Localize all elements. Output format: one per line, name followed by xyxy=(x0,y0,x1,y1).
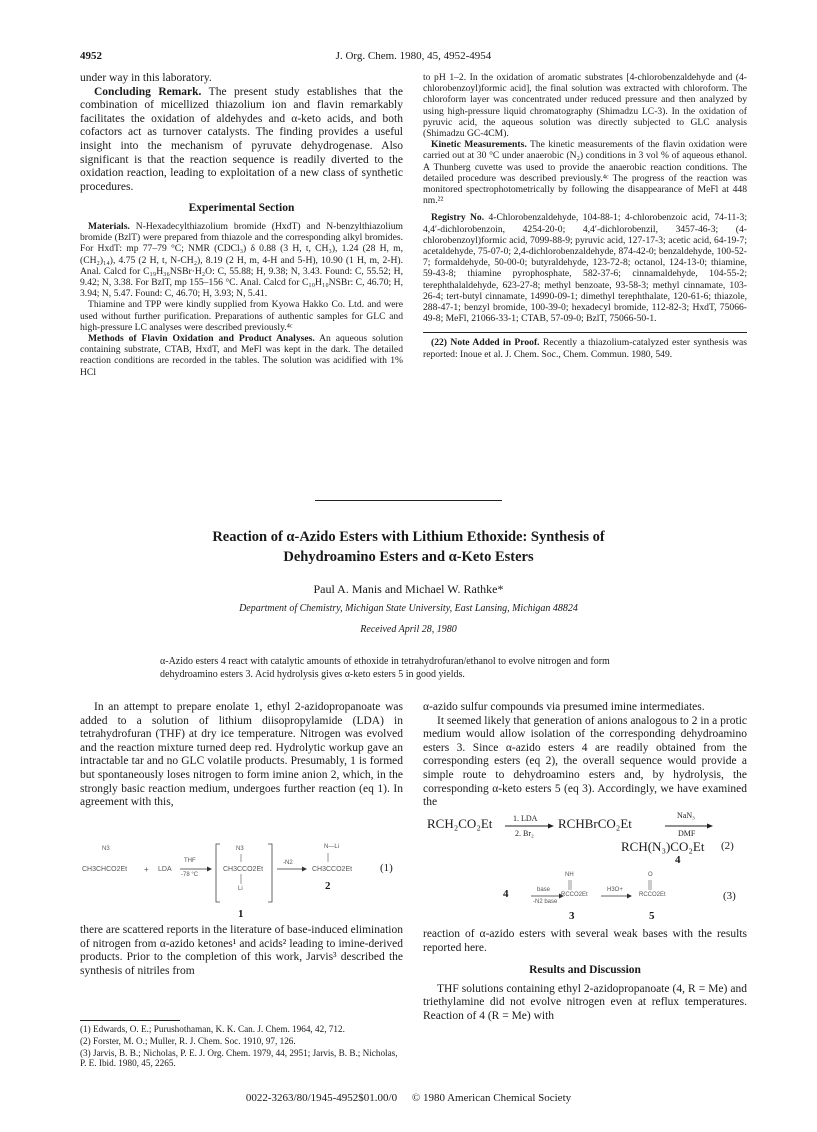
s1-reactant: CH3CHCO2Et xyxy=(82,866,128,873)
s1-minus-n2: -N2 xyxy=(283,860,293,866)
s1-n3-reactant: N3 xyxy=(102,846,110,852)
concluding-text: The present study establishes that the combination of micellized thiazolium ion and flavin remarkably facilitates the oxidation of aldehydes and α-keto acids, and both cofactors act as turnover catalysts. The finding provides a useful insight into the mechanism of pyruvate dehydrogenase. Also significant is that the reaction sequence is readily diverted to the oxidation reaction, leading to exploitation of a new class of synthetic procedures. xyxy=(80,85,403,193)
s1-cond-top: THF xyxy=(184,858,196,864)
s3-label-4: 4 xyxy=(503,888,509,900)
s3-label-5: 5 xyxy=(649,910,655,922)
s2-product: RCH(N₃)CO₂Et xyxy=(621,839,705,854)
body-right-p1: α-azido sulfur compounds via presumed imine intermediates. xyxy=(423,701,705,713)
s3-ester-a: RCCO2Et xyxy=(561,892,588,898)
body-right-top xyxy=(423,701,747,809)
s2-start: RCH₂CO₂Et xyxy=(427,816,493,831)
registry-heading: Registry No. xyxy=(431,212,485,224)
note-heading: (22) Note Added in Proof. xyxy=(431,337,540,349)
s2-eq-label: (2) xyxy=(721,840,734,852)
body-right-p3: reaction of α-azido esters with several weak bases with the results reported here. xyxy=(423,928,747,954)
body-right-bottom xyxy=(423,928,747,1083)
page-footer xyxy=(0,1092,817,1104)
registry-paragraph xyxy=(423,212,747,324)
footnote-3: (3) Jarvis, B. B.; Nicholas, P. E. J. Org. Chem. 1979, 44, 2951; Jarvis, B. B.; Nicholas, P. E. Ibid. 1980, 45, 2265. xyxy=(80,1047,398,1069)
methods-paragraph xyxy=(80,333,403,378)
body-left-p1: In an attempt to prepare enolate 1, ethyl 2-azidopropanoate was added to a solution of lithium diisopropylamide (LDA) in tetrahydrofuran (THF) at dry ice temperature. Nitrogen was evolved and the reaction mixture turned deep red. Hydrolytic workup gave an intractable tar and no GLC volatile products. Presumably, 1 is formed but spontaneously loses nitrogen to form imine anion 2, which, in the strongly basic reaction medium, undergoes further reaction (eq 1). In agreement with this, xyxy=(80,701,403,809)
s2-cond2-bottom: DMF xyxy=(678,829,696,838)
s1-label-1: 1 xyxy=(238,908,244,920)
materials-paragraph xyxy=(80,221,403,299)
article-title xyxy=(120,527,697,567)
s2-cond1-bottom: 2. Br₂ xyxy=(515,829,534,838)
s3-eq-label: (3) xyxy=(723,890,736,902)
kinetic-paragraph xyxy=(423,139,747,206)
title-line-2: Dehydroamino Esters and α-Keto Esters xyxy=(283,549,534,565)
results-heading: Results and Discussion xyxy=(529,964,641,977)
methods-heading: Methods of Flavin Oxidation and Product Analyses. xyxy=(88,332,315,344)
s1-plus: + xyxy=(144,865,149,874)
body-right-p4: THF solutions containing ethyl 2-azidopropanoate (4, R = Me) and triethylamine did not evolve nitrogen even at reflux temperatures. Reaction of 4 (R = Me) with xyxy=(423,982,747,1022)
note-divider xyxy=(423,324,747,333)
s3-cond2: H3O+ xyxy=(607,887,623,893)
body-left-p2: there are scattered reports in the literature of base-induced elimination of nitrogen from α-azido ketones¹ and acids² leading to imine-derived products. Prior to the completion of this work, Jarvis³ described the synthesis of nitriles from xyxy=(80,924,403,977)
article-separator xyxy=(315,500,502,501)
scheme-eq1 xyxy=(80,840,403,908)
registry-text: 4-Chlorobenzaldehyde, 104-88-1; 4-chlorobenzoic acid, 74-11-3; 4,4′-dichlorobenzoin, 4254-20-0; 4,4′-dichlorobenzil, 3457-46-3; (4-chlorobenzoyl)formic acid, 7099-88-9; pyruvic acid, 127-17-3; acetic acid, 64-19-7; acetaldehyde, 75-07-0; 2,4-dichlorobenzaldehyde, 874-42-0; benzaldehyde, 100-52-7; formaldehyde, 50-00-0; butyraldehyde, 123-72-8; octanol, 124-13-0; thiamine, 59-43-8; thiamine pyrophosphate, 582-37-6; cinnamaldehyde, 104-55-2; terephthalaldehyde, 623-27-8; methyl benzoate, 93-58-3; methyl cinnamate, 103-26-4; tert-butyl cinnamate, 14990-09-1; dimethyl terephthalate, 120-61-6; thiazole, 288-47-1; benzyl bromide, 100-39-0; hexadecyl bromide, 112-82-3; HxdT, 75066-49-8; MeFl, 21066-33-1; CTAB, 57-09-0; BzlT, 75066-50-1. xyxy=(423,212,747,325)
thiamine-paragraph: Thiamine and TPP were kindly supplied from Kyowa Hakko Co. Ltd. and were used without further purification. Preparations of authentic samples for GLC and high-pressure LC analyses were described previously.⁴ᶜ xyxy=(80,299,403,333)
footer-copyright: © 1980 American Chemical Society xyxy=(411,1092,572,1104)
body-right-p2: It seemed likely that generation of anions analogous to 2 in a protic medium would allow isolation of the corresponding dehydroamino esters 3. Since α-azido esters 4 are readily obtained from the corresponding esters (eq 2), the overall sequence would provide a simple route to dehydroamino esters and, by hydrolysis, the corresponding α-keto esters 5 (eq 3). Accordingly, we have examined the xyxy=(423,714,747,809)
body-left-bottom xyxy=(80,924,403,1016)
s3-ester-b: RCCO2Et xyxy=(639,892,666,898)
top-right-column xyxy=(423,72,747,492)
concluding-paragraph xyxy=(80,86,403,195)
s1-cond-bottom: -78 °C xyxy=(181,872,199,878)
body-left-top xyxy=(80,701,403,839)
s2-mid: RCHBrCO₂Et xyxy=(558,816,632,831)
title-line-1: Reaction of α-Azido Esters with Lithium Ethoxide: Synthesis of xyxy=(212,529,605,545)
s1-eq-label: (1) xyxy=(380,862,393,874)
s3-cond-bottom: -N2 base xyxy=(533,899,558,905)
s1-label-2: 2 xyxy=(325,880,331,892)
abstract: α-Azido esters 4 react with catalytic amounts of ethoxide in tetrahydrofuran/ethanol to evolve nitrogen and form dehydroamino esters 3. Acid hydrolysis gives α-keto esters 5 in good yields. xyxy=(160,656,610,680)
materials-text: N-Hexadecylthiazolium bromide (HxdT) and N-benzylthiazolium bromide (BzlT) were prepared from thiazole and the corresponding alkyl bromides. For HxdT: mp 77–79 °C; NMR (CDCl₃) δ 0.88 (3 H, t, CH₃), 1.24 (28 H, m, (CH₂)₁₄), 4.75 (2 H, t, N-CH₂), 8.19 (2 H, m, 4-H and 5-H), 10.90 (1 H, m, 2-H). Anal. Calcd for C₁₉H₃₆NSBr·H₂O: C, 55.88; H, 9.38; N, 3.43. Found: C, 55.52; H, 9.42; N, 3.38. For BzlT, mp 155–156 °C. Anal. Calcd for C₁₀H₁₀NSBr: C, 46.70; H, 3.94; N, 5.47. Found: C, 46.70; H, 3.93; N, 5.41. xyxy=(80,220,403,300)
running-header xyxy=(80,50,747,66)
journal-citation: J. Org. Chem. 1980, 45, 4952-4954 xyxy=(335,50,492,62)
authors: Paul A. Manis and Michael W. Rathke* xyxy=(313,582,504,596)
methods-text: An aqueous solution containing substrate, CTAB, HxdT, and MeFl was kept in the dark. The detailed reaction conditions are recorded in the tables. The solution was acidified with 1% HCl xyxy=(80,332,403,378)
s3-o: O xyxy=(648,872,653,878)
s3-cond-top: base xyxy=(537,887,551,893)
left-p1: under way in this laboratory. xyxy=(80,72,212,84)
footnote-2: (2) Forster, M. O.; Muller, R. J. Chem. Soc. 1910, 97, 126. xyxy=(80,1035,296,1046)
s1-li: Li xyxy=(238,886,243,892)
scheme-eq3 xyxy=(423,872,747,924)
materials-heading: Materials. xyxy=(88,220,130,232)
s3-nh: NH xyxy=(565,872,574,878)
footnotes xyxy=(80,1024,403,1070)
right-p1: to pH 1–2. In the oxidation of aromatic substrates [4-chlorobenzaldehyde and (4-chlorobenzoyl)formic acid], the final solution was extracted with chloroform. The chloroform layer was concentrated under reduced pressure and then analyzed by using high-pressure liquid chromatography (Shimadzu LC-3). In the oxidation of pyruvic acid, the aqueous solution was directly subjected to GLC analysis (Shimadzu GC-4CM). xyxy=(423,72,747,140)
note-text: Recently a thiazolium-catalyzed ester synthesis was reported: Inoue et al. J. Chem. Soc., Chem. Commun. 1980, 549. xyxy=(423,337,747,360)
s1-intermediate: CH3CCO2Et xyxy=(223,866,264,873)
footnote-rule xyxy=(80,1020,180,1021)
s2-cond2-top: NaN₃ xyxy=(677,811,695,820)
affiliation: Department of Chemistry, Michigan State University, East Lansing, Michigan 48824 xyxy=(239,603,578,614)
s3-arrows xyxy=(423,872,747,924)
footnote-1: (1) Edwards, O. E.; Purushothaman, K. K. Can. J. Chem. 1964, 42, 712. xyxy=(80,1024,345,1034)
concluding-heading: Concluding Remark. xyxy=(94,85,202,98)
s1-n-li: N—Li xyxy=(324,844,340,850)
page-number: 4952 xyxy=(80,50,102,62)
note-paragraph xyxy=(423,337,747,359)
kinetic-heading: Kinetic Measurements. xyxy=(431,139,527,151)
experimental-heading: Experimental Section xyxy=(188,202,295,215)
s3-label-3: 3 xyxy=(569,910,575,922)
footer-code: 0022-3263/80/1945-4952$01.00/0 xyxy=(245,1092,398,1104)
top-left-column xyxy=(80,72,403,467)
s2-label-4: 4 xyxy=(675,854,681,866)
s1-lda: LDA xyxy=(158,866,172,873)
s1-n3-intermediate: N3 xyxy=(236,846,244,852)
scheme-eq2 xyxy=(423,810,747,870)
s1-product: CH3CCO2Et xyxy=(312,866,353,873)
received-date: Received April 28, 1980 xyxy=(360,624,457,635)
kinetic-text: The kinetic measurements of the flavin oxidation were carried out at 30 °C under anaerobic (N₂) conditions in 3 vol % of aqueous ethanol. A Thunberg cuvette was used to provide the anaerobic reaction conditions. The detailed procedure was described previously.⁴ᶜ The progress of the reaction was monitored spectrophotometrically by following the disappearance of MeFl at 448 nm.²² xyxy=(423,139,747,207)
s2-cond1-top: 1. LDA xyxy=(513,814,538,823)
